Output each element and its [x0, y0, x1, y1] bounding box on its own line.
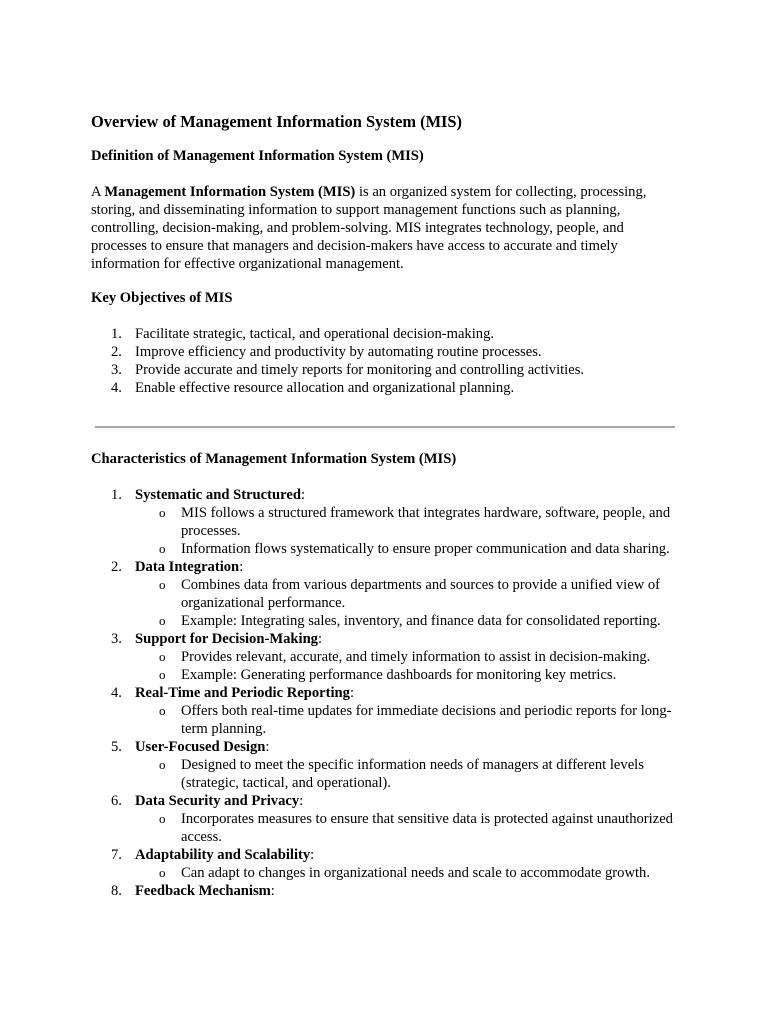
definition-body: is an organized system for collecting, processing, storing, and disseminating information to support management functions such as planning, controlling, decision-making, and problem-solving. MIS integrates technology, people, and processes to ensure that managers and decision-makers have access to accurate and timely information for effective organizational management. [91, 184, 647, 272]
sub-item-text: Example: Generating performance dashboards for monitoring key metrics. [181, 667, 617, 683]
characteristic-number: 1. [111, 487, 122, 503]
characteristic-label: Data Security and Privacy [135, 793, 300, 809]
sub-item [135, 864, 683, 882]
characteristic-item [91, 486, 683, 558]
objective-item [91, 379, 683, 397]
characteristic-item [91, 882, 683, 900]
bullet-icon: o [159, 811, 166, 826]
characteristic-number: 8. [111, 883, 122, 899]
objective-text: Improve efficiency and productivity by automating routine processes. [135, 344, 542, 360]
objectives-list [91, 325, 683, 397]
sub-item-text: Information flows systematically to ensure proper communication and data sharing. [181, 541, 670, 557]
sub-item-text: Example: Integrating sales, inventory, and finance data for consolidated reporting. [181, 613, 661, 629]
bullet-icon: o [159, 703, 166, 718]
characteristic-colon: : [265, 739, 270, 755]
bullet-icon: o [159, 505, 166, 520]
objective-number: 3. [111, 362, 122, 378]
characteristic-number: 5. [111, 739, 122, 755]
sub-item-text: Combines data from various departments and sources to provide a unified view of organizational performance. [181, 577, 661, 611]
characteristic-number: 4. [111, 685, 122, 701]
sub-item [135, 810, 683, 846]
characteristic-item [91, 792, 683, 846]
objective-number: 2. [111, 344, 122, 360]
characteristics-list [91, 486, 683, 900]
characteristic-number: 7. [111, 847, 122, 863]
characteristic-item [91, 558, 683, 630]
objectives-heading: Key Objectives of MIS [91, 290, 233, 306]
characteristic-number: 6. [111, 793, 122, 809]
sub-item-text: Incorporates measures to ensure that sensitive data is protected against unauthorized access. [181, 811, 673, 845]
bullet-icon: o [159, 649, 166, 664]
characteristic-sublist [135, 702, 683, 738]
sub-item [135, 702, 683, 738]
characteristic-colon: : [270, 883, 275, 899]
definition-term: Management Information System (MIS) [104, 184, 356, 200]
objective-number: 4. [111, 380, 122, 396]
section-divider [95, 426, 675, 428]
sub-item-text: Designed to meet the specific information needs of managers at different levels (strategic, tactical, and operational). [181, 757, 644, 791]
document-title: Overview of Management Information System (MIS) [91, 112, 462, 131]
characteristic-sublist [135, 648, 683, 684]
sub-item-text: Offers both real-time updates for immediate decisions and periodic reports for long-term planning. [181, 703, 672, 737]
characteristic-sublist [135, 576, 683, 630]
definition-paragraph [91, 183, 683, 273]
characteristic-label: Systematic and Structured [135, 487, 301, 503]
characteristic-label: Feedback Mechanism [135, 883, 271, 899]
objective-text: Facilitate strategic, tactical, and operational decision-making. [135, 326, 495, 342]
characteristics-heading: Characteristics of Management Information System (MIS) [91, 451, 457, 467]
sub-item-text: MIS follows a structured framework that integrates hardware, software, people, and processes. [181, 505, 671, 539]
sub-item [135, 648, 683, 666]
bullet-icon: o [159, 613, 166, 628]
characteristic-colon: : [349, 685, 355, 701]
objective-text: Enable effective resource allocation and organizational planning. [135, 380, 515, 396]
characteristic-number: 2. [111, 559, 122, 575]
sub-item [135, 504, 683, 540]
objective-text: Provide accurate and timely reports for monitoring and controlling activities. [135, 362, 585, 378]
sub-item [135, 666, 683, 684]
sub-item-text: Provides relevant, accurate, and timely information to assist in decision-making. [181, 649, 651, 665]
sub-item [135, 756, 683, 792]
characteristic-number: 3. [111, 631, 122, 647]
objective-item [91, 361, 683, 379]
objective-item [91, 343, 683, 361]
characteristic-label: Adaptability and Scalability [135, 847, 311, 863]
sub-item [135, 576, 683, 612]
bullet-icon: o [159, 541, 166, 556]
characteristic-colon: : [317, 631, 323, 647]
document-page [91, 111, 683, 900]
characteristic-colon: : [299, 793, 304, 809]
definition-intro: A [91, 184, 105, 200]
characteristic-sublist [135, 810, 683, 846]
sub-item [135, 612, 683, 630]
characteristic-label: User-Focused Design [135, 739, 266, 755]
bullet-icon: o [159, 865, 166, 880]
characteristic-sublist [135, 756, 683, 792]
characteristic-colon: : [300, 487, 305, 503]
characteristic-item [91, 630, 683, 684]
characteristic-colon: : [310, 847, 315, 863]
objective-item [91, 325, 683, 343]
characteristic-colon: : [239, 559, 244, 575]
bullet-icon: o [159, 757, 166, 772]
characteristic-label: Data Integration [135, 559, 240, 575]
characteristic-label: Real-Time and Periodic Reporting [135, 685, 350, 701]
definition-heading: Definition of Management Information System (MIS) [91, 148, 424, 164]
characteristic-label: Support for Decision-Making [135, 631, 318, 647]
characteristic-item [91, 684, 683, 738]
bullet-icon: o [159, 667, 166, 682]
characteristic-item [91, 738, 683, 792]
bullet-icon: o [159, 577, 166, 592]
characteristic-item [91, 846, 683, 882]
characteristic-sublist [135, 504, 683, 558]
objective-number: 1. [111, 326, 122, 342]
characteristic-sublist [135, 864, 683, 882]
sub-item-text: Can adapt to changes in organizational needs and scale to accommodate growth. [181, 865, 651, 881]
sub-item [135, 540, 683, 558]
